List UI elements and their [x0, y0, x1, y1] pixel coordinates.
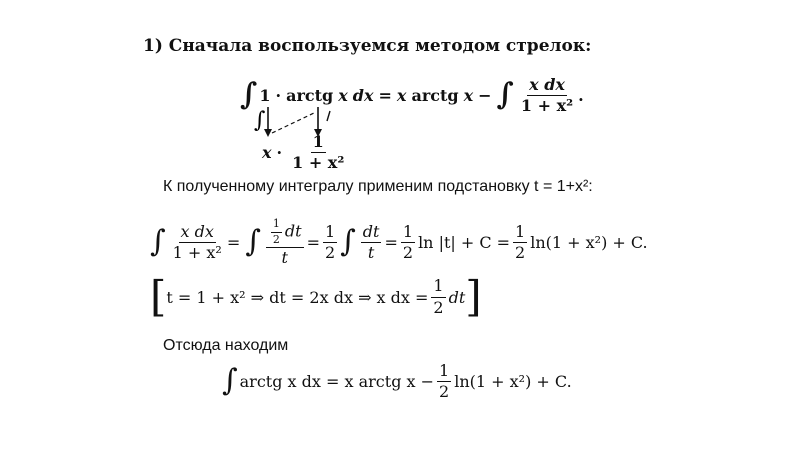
dot-operator: · [276, 143, 283, 163]
fraction-numerator: 1 [271, 218, 282, 233]
dot-operator: · [275, 86, 282, 106]
integral-sign: ∫ [496, 76, 514, 112]
fraction-numerator [266, 218, 304, 248]
equals-sign: = [226, 233, 241, 253]
variable-x: x [338, 86, 348, 106]
fraction [519, 76, 575, 116]
arctg-function: arctg [411, 86, 459, 106]
half-fraction [271, 218, 282, 246]
fraction [513, 223, 527, 263]
fraction [437, 362, 451, 402]
fraction-numerator: x dx [179, 223, 216, 243]
final-result [222, 362, 572, 402]
dashed-link [272, 113, 314, 133]
equals-sign: = [378, 86, 392, 106]
fraction-denominator: 1 + x² [292, 153, 345, 173]
equals-sign: = [306, 233, 320, 253]
fraction-denominator: t [367, 243, 375, 263]
integral-sign: ∫ [245, 223, 261, 259]
log-abs-term: ln |t| + C [418, 233, 492, 253]
fraction-denominator: 2 [515, 243, 526, 263]
variable-x: x [396, 86, 407, 106]
fraction [266, 218, 304, 268]
differential-dt: dt [448, 287, 466, 307]
fraction-numerator: dt [361, 223, 382, 243]
derivative-row [262, 133, 349, 173]
final-term: ln(1 + x²) + C. [530, 233, 648, 253]
fraction-numerator: 1 [431, 277, 445, 297]
hence-text: Отсюда находим [163, 337, 289, 354]
period: . [578, 86, 584, 106]
variable-x: x [463, 86, 474, 106]
arctg-function: arctg [286, 86, 334, 106]
integral-sign: ∫ [240, 76, 258, 112]
tick-mark [327, 111, 330, 121]
fraction-denominator: 2 [433, 297, 444, 317]
fraction [401, 223, 415, 263]
fraction [290, 133, 346, 173]
fraction-numerator: 1 [323, 223, 337, 243]
substitution-bracket [150, 272, 482, 321]
final-lhs: arctg x dx = x arctg x − [239, 372, 435, 392]
right-bracket: ] [465, 272, 482, 321]
minus-sign: − [478, 86, 492, 106]
fraction-denominator: 2 [272, 232, 280, 246]
fraction-denominator: 2 [324, 243, 336, 263]
fraction-denominator: 1 + x² [172, 243, 222, 263]
equals-sign: = [496, 233, 511, 253]
equals-sign: = [384, 233, 398, 253]
factor-one: 1 [259, 86, 271, 106]
fraction-denominator: 2 [439, 382, 450, 402]
fraction-numerator: 1 [437, 362, 451, 382]
fraction-numerator: 1 [401, 223, 415, 243]
left-bracket: [ [150, 272, 167, 321]
differential-dt: dt [284, 221, 302, 241]
differential-dx: dx [352, 86, 374, 106]
fraction [171, 223, 224, 263]
section-heading: 1) Сначала воспользуемся методом стрелок: [143, 36, 592, 56]
final-tail: ln(1 + x²) + C. [454, 372, 572, 392]
fraction [323, 223, 337, 263]
variable-x: x [262, 143, 272, 163]
fraction-denominator: 2 [402, 243, 414, 263]
fraction-numerator: x dx [527, 76, 567, 96]
fraction-numerator: 1 [311, 133, 326, 153]
fraction [431, 277, 445, 317]
integral-sign: ∫ [150, 223, 166, 259]
fraction-denominator: t [281, 248, 288, 268]
fraction-numerator: 1 [513, 223, 527, 243]
integral-sign: ∫ [222, 362, 238, 398]
fraction-denominator: 1 + x² [520, 96, 574, 116]
fraction [361, 223, 382, 263]
small-integral-sign: ∫ [254, 108, 266, 133]
substitution-chain: t = 1 + x² ⇒ dt = 2x dx ⇒ x dx = [166, 287, 429, 307]
integral-sign: ∫ [340, 223, 356, 259]
integral-chain [150, 218, 648, 268]
substitution-text: К полученному интегралу применим подстановку t = 1+x²: [163, 178, 593, 195]
